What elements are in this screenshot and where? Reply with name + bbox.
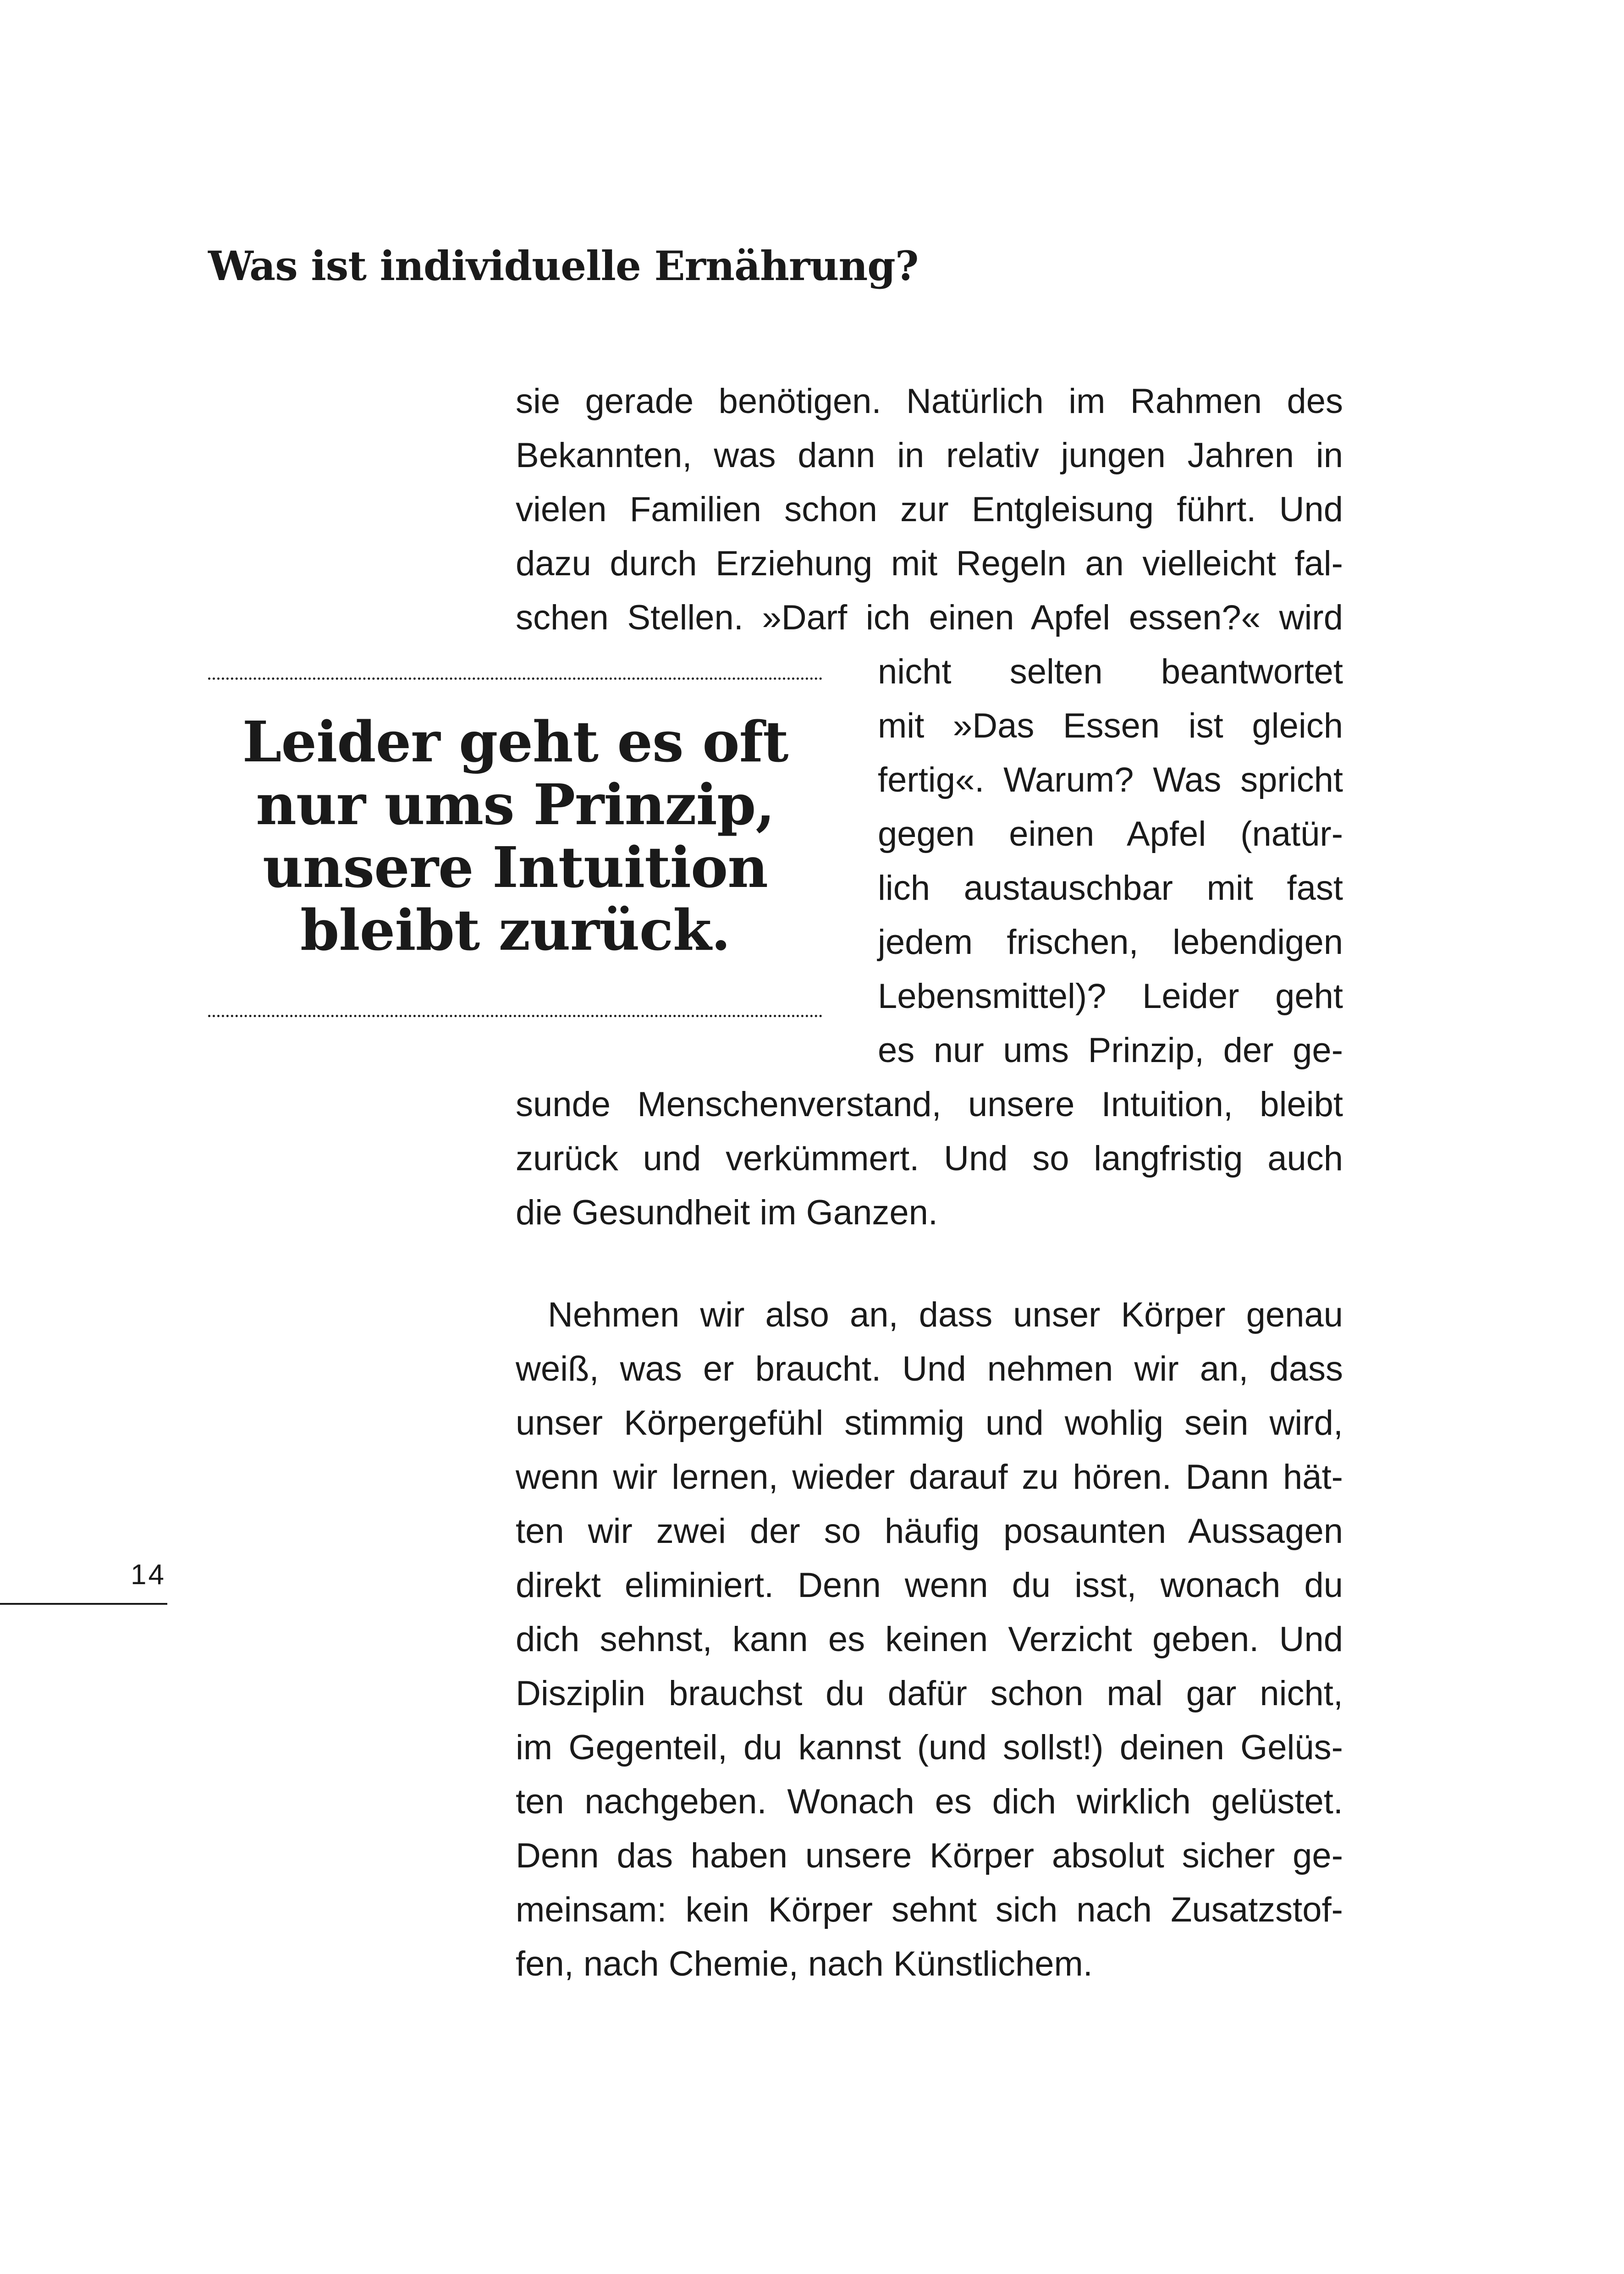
body-line: Bekannten, was dann in relativ jungen Jahren in <box>516 436 1343 475</box>
body-line: zurück und verkümmert. Und so langfristig auch <box>516 1139 1343 1178</box>
body-line: es nur ums Prinzip, der ge- <box>878 1031 1343 1070</box>
body-line: wenn wir lernen, wieder darauf zu hören. Dann hät- <box>516 1458 1343 1497</box>
body-line: vielen Familien schon zur Entgleisung führt. Und <box>516 490 1343 529</box>
body-line: fertig«. Warum? Was spricht <box>878 760 1343 799</box>
body-line: unser Körpergefühl stimmig und wohlig sein wird, <box>516 1404 1343 1443</box>
body-line: nicht selten beantwortet <box>878 652 1343 691</box>
page-number: 14 <box>131 1559 166 1591</box>
body-line: Nehmen wir also an, dass unser Körper genau <box>548 1295 1343 1334</box>
body-line: schen Stellen. »Darf ich einen Apfel essen?« wird <box>516 598 1343 637</box>
body-line: weiß, was er braucht. Und nehmen wir an, dass <box>516 1349 1343 1388</box>
pull-quote <box>208 710 822 962</box>
body-line: meinsam: kein Körper sehnt sich nach Zusatzstof- <box>516 1890 1343 1929</box>
pull-quote-line: nur ums Prinzip, <box>256 771 775 837</box>
body-line: direkt eliminiert. Denn wenn du isst, wonach du <box>516 1566 1343 1605</box>
pull-quote-line: Leider geht es oft <box>242 709 788 775</box>
pull-quote-top-rule <box>208 677 822 680</box>
body-line: mit »Das Essen ist gleich <box>878 706 1343 745</box>
body-line: Lebensmittel)? Leider geht <box>878 977 1343 1016</box>
body-line: gegen einen Apfel (natür- <box>878 815 1343 853</box>
body-line: Denn das haben unsere Körper absolut sicher ge- <box>516 1836 1343 1875</box>
body-line: dazu durch Erziehung mit Regeln an vielleicht fal- <box>516 544 1343 583</box>
body-line: ten nachgeben. Wonach es dich wirklich gelüstet. <box>516 1782 1343 1821</box>
pull-quote-line: bleibt zurück. <box>300 897 730 963</box>
body-line: dich sehnst, kann es keinen Verzicht geben. Und <box>516 1620 1343 1659</box>
body-line: sunde Menschenverstand, unsere Intuition, bleibt <box>516 1085 1343 1124</box>
pull-quote-bottom-rule <box>208 1015 822 1017</box>
body-line: fen, nach Chemie, nach Künstlichem. <box>516 1944 1093 1983</box>
section-heading: Was ist individuelle Ernährung? <box>208 242 919 290</box>
page-number-rule <box>0 1603 167 1605</box>
body-line: Disziplin brauchst du dafür schon mal gar nicht, <box>516 1674 1343 1713</box>
body-line: ten wir zwei der so häufig posaunten Aussagen <box>516 1512 1343 1551</box>
body-line: im Gegenteil, du kannst (und sollst!) deinen Gelüs- <box>516 1728 1343 1767</box>
pull-quote-line: unsere Intuition <box>262 834 768 900</box>
body-line: lich austauschbar mit fast <box>878 869 1343 908</box>
body-line: sie gerade benötigen. Natürlich im Rahmen des <box>516 382 1343 421</box>
body-line: die Gesundheit im Ganzen. <box>516 1193 938 1232</box>
body-line: jedem frischen, lebendigen <box>878 923 1343 962</box>
